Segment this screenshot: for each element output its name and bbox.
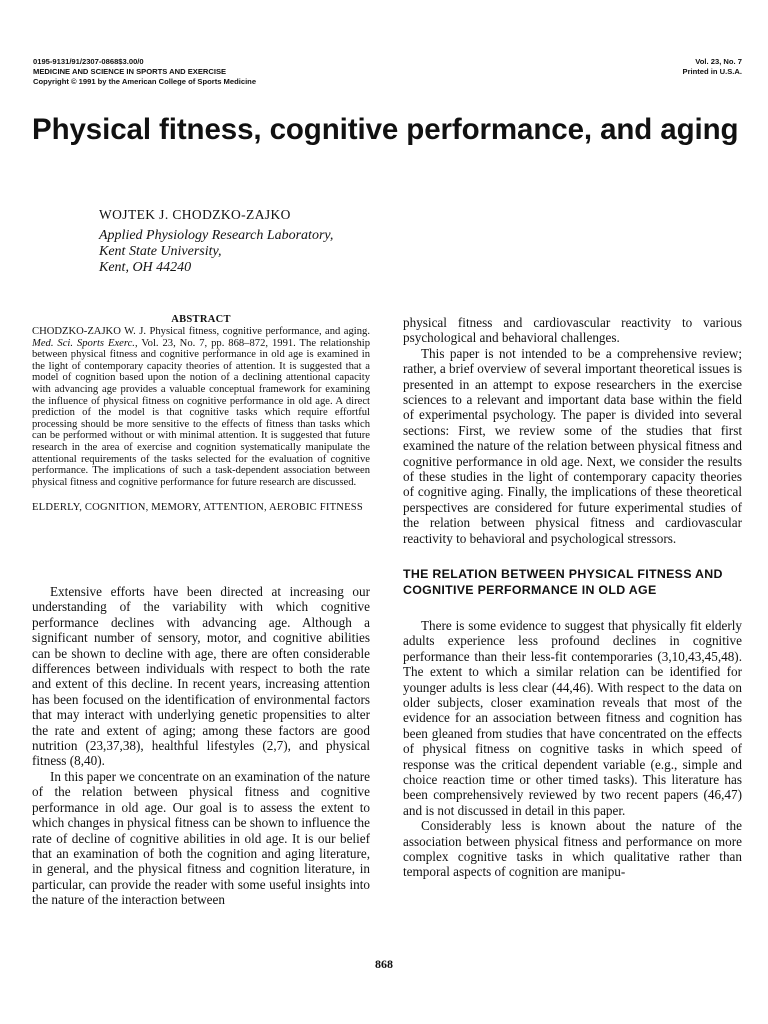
abstract-text (32, 326, 370, 488)
section-heading: THE RELATION BETWEEN PHYSICAL FITNESS AND COGNITIVE PERFORMANCE IN OLD AGE (403, 567, 723, 597)
abstract-citation: CHODZKO-ZAJKO W. J. Physical fitness, cognitive performance, and aging. (32, 326, 370, 337)
affiliation-line: Applied Physiology Research Laboratory, (99, 228, 334, 243)
copyright-line: Copyright © 1991 by the American College of Sports Medicine (33, 77, 257, 86)
volume-line: Vol. 23, No. 7 (695, 57, 742, 66)
paragraph: There is some evidence to suggest that physically fit elderly adults experience less profound declines in cognitive performance than their less-fit contemporaries (3,10,43,45,48). The extent to which a similar relation can be identified for younger adults is less clear (44,46). With respect to the data on older subjects, closer examination reveals that most of the evidence for an association between fitness and cognition has been gleaned from studies that have concentrated on the effects of physical fitness on cognitive tasks in which speed of response was the critical dependent variable (e.g., simple and choice reaction time or other timed tasks). This literature has been comprehensively reviewed by two recent papers (46,47) and is not discussed in detail in this paper. (403, 617, 742, 818)
affiliation-line: Kent, OH 44240 (99, 260, 192, 275)
journal-name-line: MEDICINE AND SCIENCE IN SPORTS AND EXERCISE (33, 67, 227, 76)
page-number: 868 (375, 957, 393, 971)
printed-line: Printed in U.S.A. (682, 67, 742, 76)
paper-title: Physical fitness, cognitive performance, and aging (32, 113, 739, 146)
journal-abbrev: Med. Sci. Sports Exerc. (32, 337, 135, 349)
author-affiliation (99, 228, 333, 276)
abstract-heading: ABSTRACT (171, 314, 231, 325)
abstract-block (32, 314, 370, 514)
body-column-left (32, 584, 370, 908)
paragraph: This paper is not intended to be a comprehensive review; rather, a brief overview of several important theoretical issues is presented in an attempt to expose researchers in the exercise sciences to a relevant and important data base within the field of experimental psychology. The paper is divided into several sections: First, we review some of the studies that first examined the nature of the relation between physical fitness and cognitive performance in old age. Next, we consider the results of these studies in the light of contemporary capacity theories of cognitive aging. Finally, the implications of these theoretical perspectives are considered for future experimental studies of the relation between physical fitness and cardiovascular reactivity to behavioral and psychological stressors. (403, 345, 742, 546)
paragraph: physical fitness and cardiovascular reactivity to various psychological and behavioral challenges. (403, 315, 742, 346)
journal-header-right (683, 57, 743, 77)
keywords: ELDERLY, COGNITION, MEMORY, ATTENTION, AEROBIC FITNESS (32, 502, 363, 514)
journal-header-left (33, 57, 256, 87)
paragraph: Considerably less is known about the nature of the association between physical fitness and performance on more complex cognitive tasks in which qualitative rather than temporal aspects of cognition are manipu- (403, 818, 742, 880)
body-column-right (403, 315, 742, 880)
affiliation-line: Kent State University, (99, 244, 222, 259)
paragraph: In this paper we concentrate on an examination of the nature of the relation between physical fitness and cognitive performance in old age. Our goal is to assess the extent to which changes in physical fitness can be shown to influence the rate of decline of cognitive abilities in old age. It is our belief that an examination of both the cognition and aging literature, in general, and the physical fitness and cognition literature, in particular, can provide the reader with some useful insights into the nature of the interaction between (32, 768, 370, 908)
issn-line: 0195-9131/91/2307-0868$3.00/0 (33, 57, 144, 66)
paragraph: Extensive efforts have been directed at increasing our understanding of the variability with which cognitive performance declines with advancing age. Although a significant number of sensory, motor, and cognitive abilities can be shown to decline with age, there are often considerable differences between individuals with respect to both the rate and extent of this decline. In recent years, increasing attention has been focused on the identification of environmental factors that may interact with underlying genetic propensities to alter the rate and extent of aging; among these factors are good nutrition (23,37,38), healthful lifestyles (2,7), and physical fitness (8,40). (32, 584, 370, 769)
author-name: WOJTEK J. CHODZKO-ZAJKO (99, 207, 291, 222)
abstract-body: , Vol. 23, No. 7, pp. 868–872, 1991. The relationship between physical fitness and cognitive performance in old age is examined in the light of contemporary capacity theories of attention. It is suggested that a model of cognition based upon the notion of a declining attentional capacity with advancing age provides a valuable conceptual framework for examining the influence of physical fitness on cognitive performance in old age. A direct prediction of the model is that cognitive tasks which require effortful processing should be more sensitive to the effects of fitness than tasks which can be performed without or with minimal attention. It is suggested that future research in the area of exercise and cognition systematically manipulate the attentional requirements of the tasks selected for the evaluation of cognitive performance. The implications of such a task-dependent association between physical fitness and cognitive performance for future research are discussed. (32, 337, 370, 488)
